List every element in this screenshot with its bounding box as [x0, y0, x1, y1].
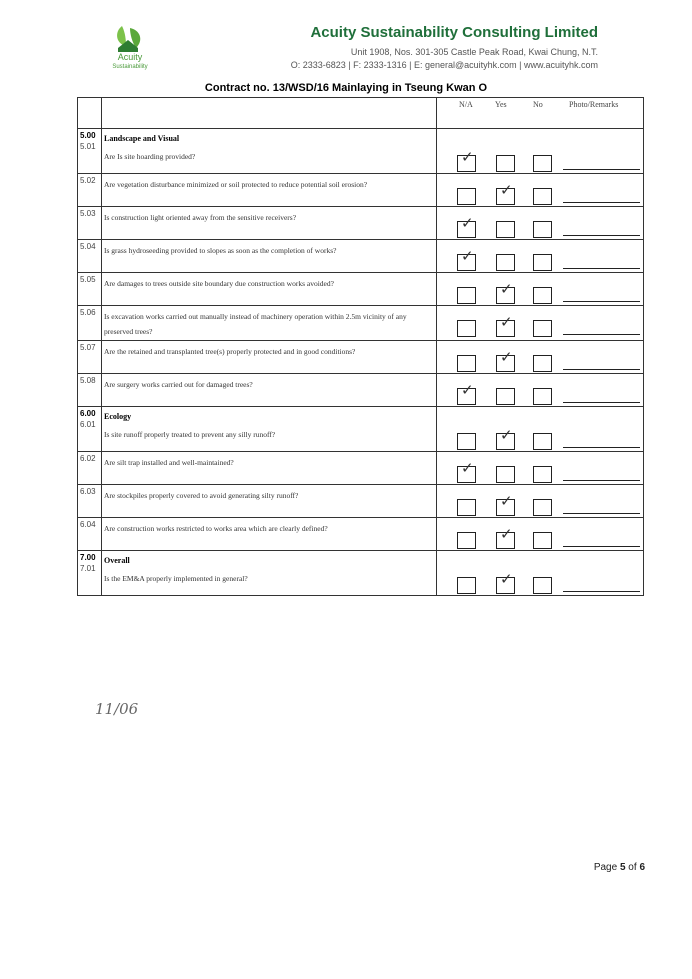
remarks-line[interactable] [563, 268, 640, 269]
checklist-row [78, 174, 644, 207]
checkmark-icon: ✓ [500, 426, 513, 444]
item-code [78, 374, 102, 407]
section-code: 6.00 [80, 409, 96, 418]
item-answers [437, 551, 644, 596]
item-code [78, 273, 102, 306]
item-question-text: Is construction light oriented away from the sensitive receivers? [104, 213, 297, 222]
page-total: 6 [639, 862, 645, 873]
checkbox-no[interactable] [533, 254, 552, 271]
remarks-line[interactable] [563, 202, 640, 203]
company-address: Unit 1908, Nos. 301-305 Castle Peak Road, Kwai Chung, N.T. [350, 47, 598, 57]
checkbox-yes[interactable] [496, 466, 515, 483]
item-answers [437, 374, 644, 407]
contract-title: Contract no. 13/WSD/16 Mainlaying in Tseung Kwan O [204, 82, 488, 94]
item-code-text: 5.01 [80, 142, 96, 151]
item-question [102, 174, 437, 207]
item-code [78, 518, 102, 551]
checklist-row [78, 518, 644, 551]
checkbox-na[interactable] [457, 577, 476, 594]
remarks-line[interactable] [563, 369, 640, 370]
item-question-text: Is excavation works carried out manually instead of machinery operation within 2.5m vicinity of any preserved trees? [104, 312, 407, 336]
item-question-text: Are Is site hoarding provided? [104, 152, 196, 161]
item-question [102, 129, 437, 174]
checkbox-yes[interactable] [496, 388, 515, 405]
column-no-label: No [533, 100, 543, 109]
handwritten-date: 11/06 [95, 700, 139, 718]
checklist-row [78, 306, 644, 341]
item-answers [437, 306, 644, 341]
item-code-text: 7.01 [80, 564, 96, 573]
item-question-text: Is the EM&A properly implemented in general? [104, 574, 248, 583]
item-code-text: 5.07 [80, 343, 96, 352]
checkbox-yes[interactable] [496, 155, 515, 172]
section-code: 5.00 [80, 131, 96, 140]
checklist-row [78, 341, 644, 374]
item-code-text: 6.01 [80, 420, 96, 429]
item-code [78, 306, 102, 341]
item-answers [437, 207, 644, 240]
page-current: 5 [619, 862, 626, 873]
checkbox-yes[interactable] [496, 221, 515, 238]
item-code-text: 6.02 [80, 454, 96, 463]
item-code [78, 485, 102, 518]
checkbox-no[interactable] [533, 466, 552, 483]
item-question [102, 407, 437, 452]
item-code [78, 452, 102, 485]
checkmark-icon: ✓ [500, 181, 513, 199]
header-blank [102, 98, 437, 129]
checkmark-icon: ✓ [461, 214, 474, 232]
item-question [102, 518, 437, 551]
checklist-row [78, 207, 644, 240]
checkmark-icon: ✓ [461, 459, 474, 477]
remarks-line[interactable] [563, 235, 640, 236]
item-question [102, 551, 437, 596]
checklist-row [78, 452, 644, 485]
checklist-row [78, 374, 644, 407]
header-blank [78, 98, 102, 129]
checklist-row [78, 240, 644, 273]
checkbox-na[interactable] [457, 499, 476, 516]
item-question [102, 341, 437, 374]
item-question-text: Are silt trap installed and well-maintained? [104, 458, 234, 467]
checkbox-no[interactable] [533, 388, 552, 405]
logo-subtitle: Sustainability [112, 64, 148, 70]
checkmark-icon: ✓ [500, 280, 513, 298]
item-answers [437, 485, 644, 518]
table-header-row [78, 98, 644, 129]
remarks-line[interactable] [563, 513, 640, 514]
column-yes-label: Yes [495, 100, 507, 109]
checkbox-na[interactable] [457, 532, 476, 549]
remarks-line[interactable] [563, 402, 640, 403]
item-question-text: Are construction works restricted to works area which are clearly defined? [104, 524, 328, 533]
item-code-text: 5.03 [80, 209, 96, 218]
item-code-text: 5.05 [80, 275, 96, 284]
checkmark-icon: ✓ [500, 492, 513, 510]
item-answers [437, 407, 644, 452]
checkbox-yes[interactable] [496, 254, 515, 271]
remarks-line[interactable] [563, 447, 640, 448]
checkbox-no[interactable] [533, 155, 552, 172]
item-question [102, 240, 437, 273]
item-question-text: Are damages to trees outside site boundary due construction works avoided? [104, 279, 334, 288]
remarks-line[interactable] [563, 546, 640, 547]
remarks-line[interactable] [563, 334, 640, 335]
checkbox-no[interactable] [533, 499, 552, 516]
item-answers [437, 240, 644, 273]
checkmark-icon: ✓ [500, 313, 513, 331]
remarks-line[interactable] [563, 301, 640, 302]
item-code [78, 407, 102, 452]
checkbox-na[interactable] [457, 320, 476, 337]
item-question-text: Is grass hydroseeding provided to slopes as soon as the completion of works? [104, 246, 337, 255]
checkbox-no[interactable] [533, 355, 552, 372]
item-question-text: Are the retained and transplanted tree(s) properly protected and in good conditions? [104, 347, 356, 356]
item-code-text: 5.06 [80, 308, 96, 317]
checkbox-no[interactable] [533, 433, 552, 450]
section-title: Overall [104, 556, 130, 565]
item-code-text: 5.08 [80, 376, 96, 385]
checkbox-no[interactable] [533, 532, 552, 549]
checkmark-icon: ✓ [461, 381, 474, 399]
company-name: Acuity Sustainability Consulting Limited [310, 24, 598, 41]
item-question-text: Are surgery works carried out for damaged trees? [104, 380, 253, 389]
checkbox-no[interactable] [533, 188, 552, 205]
checklist-row [78, 407, 644, 452]
checklist-row [78, 485, 644, 518]
item-question-text: Are vegetation disturbance minimized or soil protected to reduce potential soil erosion? [104, 180, 368, 189]
company-contact: O: 2333-6823 | F: 2333-1316 | E: general@acuityhk.com | www.acuityhk.com [290, 60, 598, 70]
remarks-line[interactable] [563, 591, 640, 592]
column-remarks-label: Photo/Remarks [569, 100, 619, 109]
checkmark-icon: ✓ [461, 148, 474, 166]
item-code-text: 6.03 [80, 487, 96, 496]
item-code [78, 129, 102, 174]
section-title: Landscape and Visual [104, 134, 180, 143]
item-answers [437, 341, 644, 374]
header-answer-columns [437, 98, 644, 129]
item-answers [437, 174, 644, 207]
item-code-text: 6.04 [80, 520, 96, 529]
section-title: Ecology [104, 412, 132, 421]
checkmark-icon: ✓ [500, 348, 513, 366]
remarks-line[interactable] [563, 169, 640, 170]
item-code [78, 207, 102, 240]
checkbox-no[interactable] [533, 320, 552, 337]
item-question-text: Are stockpiles properly covered to avoid generating silty runoff? [104, 491, 299, 500]
page-number [594, 862, 645, 873]
item-question [102, 452, 437, 485]
item-code [78, 240, 102, 273]
column-na-label: N/A [459, 100, 473, 109]
remarks-line[interactable] [563, 480, 640, 481]
item-code-text: 5.02 [80, 176, 96, 185]
item-answers [437, 273, 644, 306]
checkmark-icon: ✓ [461, 247, 474, 265]
item-question-text: Is site runoff properly treated to prevent any silly runoff? [104, 430, 276, 439]
item-code [78, 174, 102, 207]
checklist-row [78, 129, 644, 174]
item-question [102, 374, 437, 407]
checklist-row [78, 551, 644, 596]
checklist-table [77, 97, 644, 596]
item-question [102, 207, 437, 240]
checkbox-na[interactable] [457, 433, 476, 450]
page-middle: of [625, 862, 640, 873]
checklist-row [78, 273, 644, 306]
item-answers [437, 452, 644, 485]
item-code-text: 5.04 [80, 242, 96, 251]
checkbox-na[interactable] [457, 355, 476, 372]
checkmark-icon: ✓ [500, 525, 513, 543]
item-question [102, 273, 437, 306]
item-code [78, 341, 102, 374]
page-prefix: Page [593, 862, 620, 873]
checkbox-no[interactable] [533, 221, 552, 238]
checkmark-icon: ✓ [500, 570, 513, 588]
item-answers [437, 129, 644, 174]
item-code [78, 551, 102, 596]
checkbox-na[interactable] [457, 287, 476, 304]
checkbox-na[interactable] [457, 188, 476, 205]
checkbox-no[interactable] [533, 577, 552, 594]
item-question [102, 485, 437, 518]
logo-wordmark: Acuity [117, 52, 143, 62]
item-question [102, 306, 437, 341]
checkbox-no[interactable] [533, 287, 552, 304]
section-code: 7.00 [80, 553, 96, 562]
item-answers [437, 518, 644, 551]
